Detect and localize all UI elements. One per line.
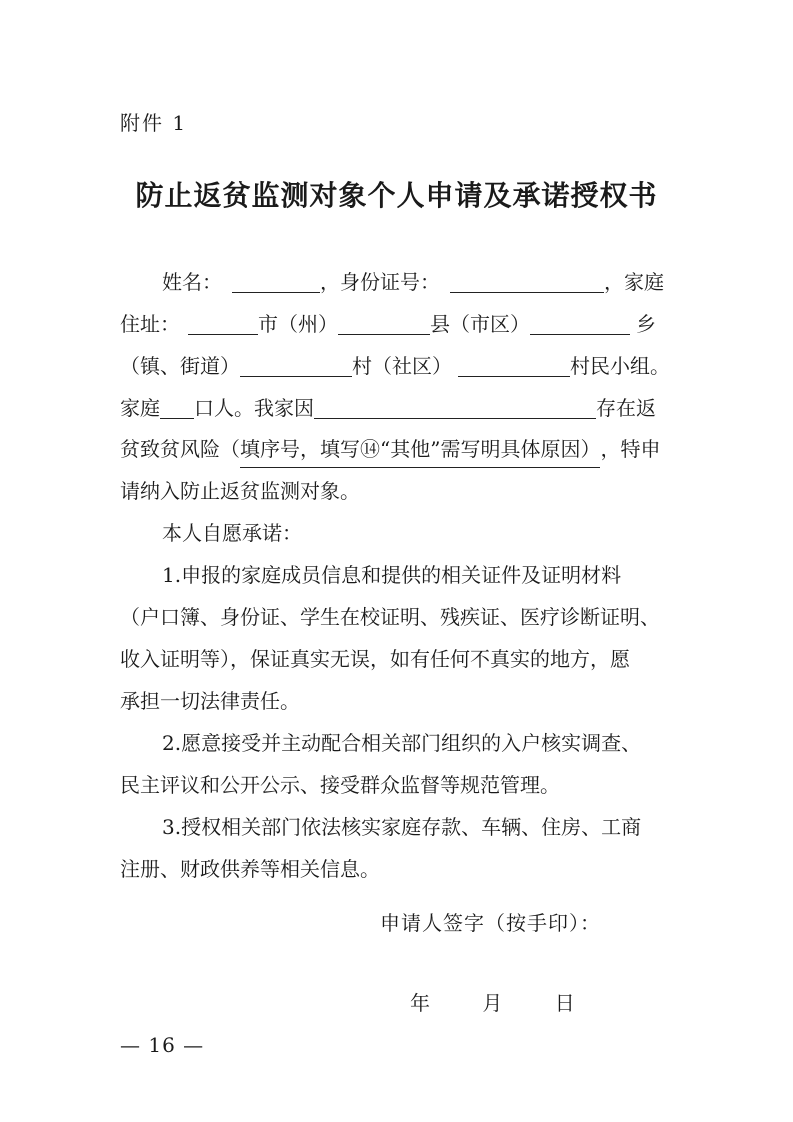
application-line-5 — [120, 432, 680, 474]
promise-item-1-text: 1.申报的家庭成员信息和提供的相关证件及证明材料 — [162, 563, 622, 587]
application-line-2 — [120, 306, 680, 348]
county-label: 县（市区） — [430, 312, 530, 336]
promise-heading-line — [120, 516, 680, 558]
promise-item-1-line-4 — [120, 684, 680, 726]
year-label: 年 — [410, 991, 430, 1015]
address-label: 住址： — [120, 312, 180, 336]
promise-item-2-text: 2.愿意接受并主动配合相关部门组织的入户核实调查、 — [162, 731, 642, 755]
county-field[interactable] — [338, 310, 430, 335]
risk-reason-field[interactable] — [314, 394, 596, 419]
household-size-field[interactable] — [160, 394, 194, 419]
township-label: 乡 — [636, 312, 656, 336]
promise-item-3-text: 3.授权相关部门依法核实家庭存款、车辆、住房、工商 — [162, 815, 642, 839]
month-label: 月 — [482, 991, 503, 1015]
risk-label: 存在返 — [596, 396, 656, 420]
town-field[interactable] — [240, 352, 352, 377]
home-label-start: ，家庭 — [604, 270, 664, 294]
signature-label: 申请人签字（按手印）： — [380, 911, 601, 935]
village-field[interactable] — [458, 352, 570, 377]
promise-item-2-line-1 — [120, 726, 680, 768]
city-label: 市（州） — [258, 312, 338, 336]
risk-line2-prefix: 贫致贫风险（ — [120, 437, 240, 461]
people-label: 口人。我家因 — [194, 396, 314, 420]
name-field[interactable] — [232, 268, 320, 293]
promise-item-3-line-1 — [120, 810, 680, 852]
household-label: 家庭 — [120, 396, 160, 420]
town-label: （镇、街道） — [120, 354, 240, 378]
promise-item-2-text: 民主评议和公开公示、接受群众监督等规范管理。 — [120, 773, 560, 797]
city-field[interactable] — [188, 310, 258, 335]
page-number: — 16 — — [120, 1033, 205, 1057]
promise-heading: 本人自愿承诺： — [162, 521, 302, 545]
application-line-4 — [120, 390, 680, 432]
promise-item-3-text: 注册、财政供养等相关信息。 — [120, 857, 380, 881]
group-label: 村民小组。 — [570, 354, 670, 378]
risk-line2-suffix: ，特申 — [600, 437, 661, 461]
promise-item-1-line-2 — [120, 600, 680, 642]
date-line — [410, 987, 575, 1016]
promise-item-3-line-2 — [120, 852, 680, 894]
day-label: 日 — [554, 991, 575, 1015]
id-label: ，身份证号： — [320, 270, 440, 294]
risk-note: 填序号，填写⑭“其他”需写明具体原因） — [240, 432, 600, 468]
village-label: 村（社区） — [352, 354, 452, 378]
promise-item-1-line-1 — [120, 558, 680, 600]
promise-item-1-text: 承担一切法律责任。 — [120, 689, 300, 713]
township-field[interactable] — [530, 310, 630, 335]
application-line-6 — [120, 474, 680, 516]
application-line-1 — [120, 264, 680, 306]
document-body — [120, 264, 680, 894]
promise-item-1-text: 收入证明等），保证真实无误，如有任何不真实的地方，愿 — [120, 647, 630, 671]
attachment-label: 附件 1 — [120, 111, 188, 135]
id-number-field[interactable] — [450, 268, 604, 293]
application-line-3 — [120, 348, 680, 390]
promise-item-2-line-2 — [120, 768, 680, 810]
document-title: 防止返贫监测对象个人申请及承诺授权书 — [135, 179, 658, 212]
request-text: 请纳入防止返贫监测对象。 — [120, 479, 360, 503]
promise-item-1-text: （户口簿、身份证、学生在校证明、残疾证、医疗诊断证明、 — [120, 605, 660, 629]
promise-item-1-line-3 — [120, 642, 680, 684]
name-label: 姓名： — [162, 270, 222, 294]
